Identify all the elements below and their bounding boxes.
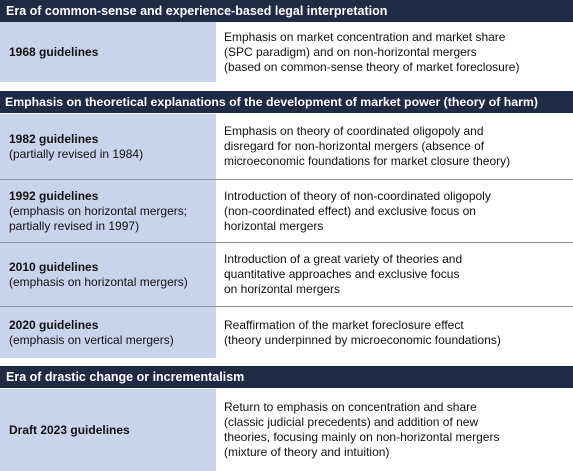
description-cell <box>216 307 573 358</box>
table-row-2020 <box>0 307 573 358</box>
guideline-cell <box>0 114 216 179</box>
description-line: (classic judicial precedents) and addition of new <box>224 415 479 429</box>
description-line: Emphasis on theory of coordinated oligopoly and <box>224 124 484 138</box>
guideline-title: 1982 guidelines <box>9 131 99 146</box>
description-line: (SPC paradigm) and on non-horizontal mergers <box>224 44 477 59</box>
description-cell <box>216 22 573 82</box>
guideline-note: (emphasis on horizontal mergers) <box>9 274 188 289</box>
description-line: horizontal mergers <box>224 218 324 233</box>
guideline-cell <box>0 243 216 306</box>
guideline-title: 2020 guidelines <box>9 317 99 332</box>
description-line: Return to emphasis on concentration and share <box>224 400 477 414</box>
guideline-title: 2010 guidelines <box>9 259 99 274</box>
description-line: Introduction of theory of non-coordinated oligopoly <box>224 188 491 203</box>
table-row-1992 <box>0 180 573 242</box>
description-line: (mixture of theory and intuition) <box>224 445 390 459</box>
guideline-note: (emphasis on horizontal mergers; <box>9 203 188 218</box>
guideline-title: 1992 guidelines <box>9 188 99 203</box>
description-cell <box>216 114 573 179</box>
description-line: theories, focusing mainly on non-horizontal mergers <box>224 430 500 444</box>
table-row-2010 <box>0 243 573 306</box>
guideline-cell <box>0 389 216 471</box>
description-line: microeconomic foundations for market closure theory) <box>224 154 511 168</box>
guideline-note: (emphasis on vertical mergers) <box>9 332 174 347</box>
description-cell <box>216 389 573 471</box>
description-line: Reaffirmation of the market foreclosure effect <box>224 317 464 332</box>
guideline-title: Draft 2023 guidelines <box>9 422 130 437</box>
section-header-drastic-change: Era of drastic change or incrementalism <box>0 366 573 388</box>
description-cell <box>216 243 573 306</box>
table-row-1968 <box>0 22 573 82</box>
guideline-note: partially revised in 1997) <box>9 218 140 233</box>
description-line: disregard for non-horizontal mergers (absence of <box>224 139 485 153</box>
description-line: on horizontal mergers <box>224 282 341 296</box>
guideline-cell <box>0 22 216 82</box>
description-line: quantitative approaches and exclusive focus <box>224 267 460 281</box>
description-line: (non-coordinated effect) and exclusive focus on <box>224 203 476 218</box>
guideline-note: (partially revised in 1984) <box>9 146 144 161</box>
guideline-title: 1968 guidelines <box>9 44 99 59</box>
table-row-1982 <box>0 114 573 179</box>
description-line: (theory underpinned by microeconomic foundations) <box>224 332 501 347</box>
guideline-cell <box>0 180 216 242</box>
section-header-common-sense: Era of common-sense and experience-based legal interpretation <box>0 0 573 22</box>
description-line: Introduction of a great variety of theories and <box>224 252 463 266</box>
table-row-draft-2023 <box>0 389 573 471</box>
description-line: Emphasis on market concentration and market share <box>224 29 506 44</box>
description-cell <box>216 180 573 242</box>
guideline-cell <box>0 307 216 358</box>
description-line: (based on common-sense theory of market foreclosure) <box>224 59 520 74</box>
section-header-theory-of-harm: Emphasis on theoretical explanations of the development of market power (theory of harm) <box>0 91 573 113</box>
